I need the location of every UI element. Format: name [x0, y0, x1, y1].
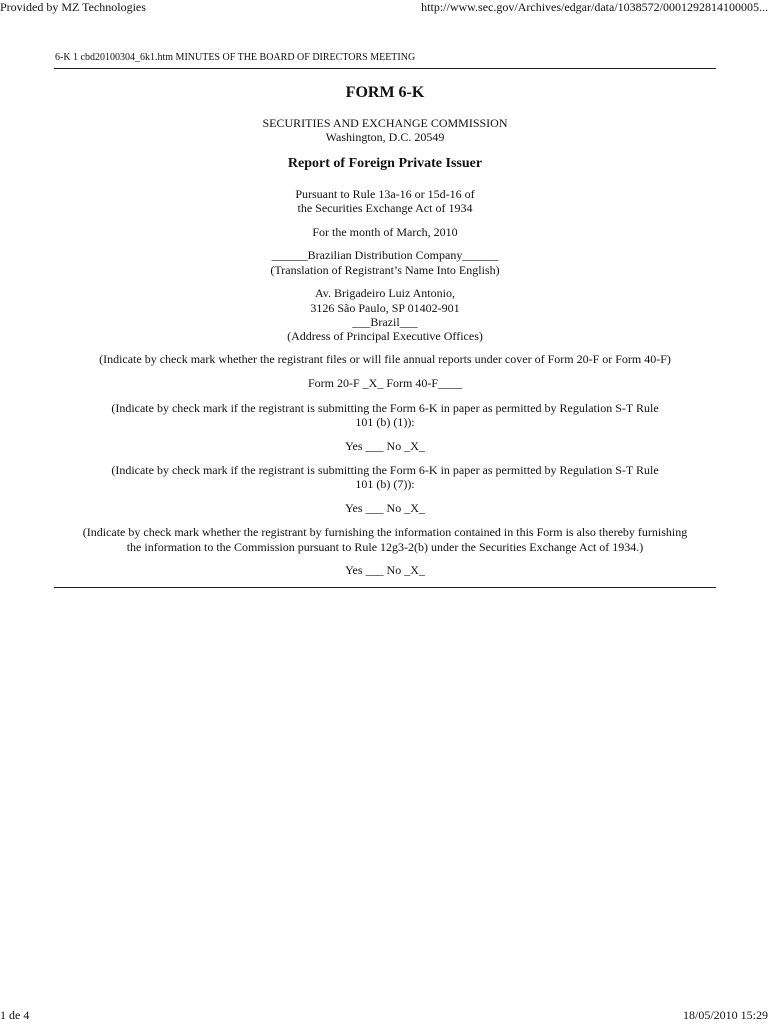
pursuant-line-2: the Securities Exchange Act of 1934: [297, 201, 473, 215]
bottom-divider: [54, 587, 716, 588]
report-month: For the month of March, 2010: [312, 225, 458, 239]
question-rule-101b1-line-2: 101 (b) (1)):: [355, 415, 415, 429]
question-rule-101b1-line-1: (Indicate by check mark if the registrant is submitting the Form 6-K in paper as permitted by Regulation S-T Rule: [111, 401, 659, 415]
agency-location: Washington, D.C. 20549: [325, 130, 445, 144]
top-divider: [54, 68, 716, 69]
form-title: FORM 6-K: [345, 84, 425, 101]
answer-prefix: Yes ___ No: [345, 501, 405, 515]
agency-name: SECURITIES AND EXCHANGE COMMISSION: [262, 116, 508, 130]
answer-prefix: Yes ___ No: [345, 439, 405, 453]
address-note: (Address of Principal Executive Offices): [287, 329, 483, 343]
check-mark-no: _X_: [404, 563, 425, 577]
report-title: Report of Foreign Private Issuer: [287, 156, 483, 171]
registrant-name: ______Brazilian Distribution Company______: [271, 248, 499, 262]
address-line-1: Av. Brigadeiro Luiz Antonio,: [315, 286, 455, 300]
answer-rule-12g3: [0, 563, 770, 577]
address-line-3: ___Brazil___: [352, 315, 418, 329]
answer-prefix: Yes ___ No: [345, 563, 405, 577]
pursuant-line-1: Pursuant to Rule 13a-16 or 15d-16 of: [295, 187, 475, 201]
print-datetime: 18/05/2010 15:29: [682, 1008, 768, 1022]
question-rule-12g3-line-1: (Indicate by check mark whether the registrant by furnishing the information contained in this Form is also thereby furnishing: [82, 525, 688, 539]
page-number: 1 de 4: [0, 1008, 30, 1022]
question-annual-report-form: (Indicate by check mark whether the registrant files or will file annual reports under cover of Form 20-F or Form 40-F): [99, 352, 671, 366]
answer-suffix: Form 40-F____: [383, 376, 463, 390]
document-header: 6-K 1 cbd20100304_6k1.htm MINUTES OF THE BOARD OF DIRECTORS MEETING: [55, 52, 416, 63]
check-mark-form-20f: _X_: [362, 376, 384, 390]
answer-rule-101b7: [0, 501, 770, 515]
source-url[interactable]: http://www.sec.gov/Archives/edgar/data/1038572/0001292814100005...: [421, 0, 768, 14]
answer-prefix: Form 20-F: [307, 376, 363, 390]
registrant-name-note: (Translation of Registrant’s Name Into English): [270, 263, 500, 277]
provided-by-label: Provided by MZ Technologies: [0, 0, 146, 14]
answer-annual-report-form: [0, 376, 770, 390]
check-mark-no: _X_: [404, 501, 425, 515]
question-rule-101b7-line-2: 101 (b) (7)):: [355, 477, 415, 491]
question-rule-101b7-line-1: (Indicate by check mark if the registrant is submitting the Form 6-K in paper as permitted by Regulation S-T Rule: [111, 463, 659, 477]
question-rule-12g3-line-2: the information to the Commission pursuant to Rule 12g3-2(b) under the Securities Exchange Act of 1934.): [126, 540, 644, 554]
check-mark-no: _X_: [404, 439, 425, 453]
address-line-2: 3126 São Paulo, SP 01402-901: [310, 301, 460, 315]
answer-rule-101b1: [0, 439, 770, 453]
